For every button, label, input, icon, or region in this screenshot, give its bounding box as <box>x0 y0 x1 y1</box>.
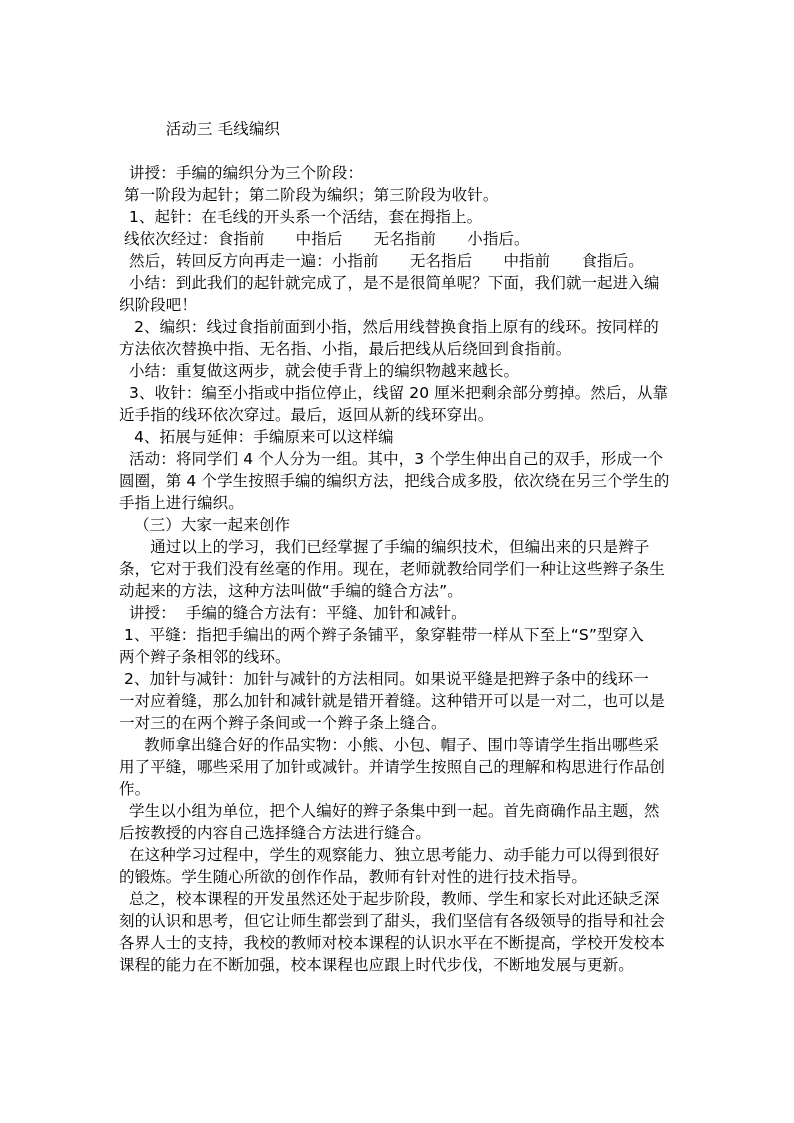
text-line: 方法依次替换中指、无名指、小指，最后把线从后绕回到食指前。 <box>119 340 572 358</box>
text-line: 圆圈，第 4 个学生按照手编的编织方法，把线合成多股，依次绕在另三个学生的 <box>119 472 670 490</box>
text-line: 后按教授的内容自己选择缝合方法进行缝合。 <box>119 824 432 842</box>
text-line: 的锻炼。学生随心所欲的创作作品，教师有针对性的进行技术指导。 <box>119 868 588 886</box>
text-line: 学生以小组为单位，把个人编好的辫子条集中到一起。首先商确作品主题，然 <box>119 802 660 820</box>
text-line: 活动：将同学们 4 个人分为一组。其中，3 个学生伸出自己的双手，形成一个 <box>119 450 664 468</box>
text-line: 总之，校本课程的开发虽然还处于起步阶段，教师、学生和家长对此还缺乏深 <box>119 890 660 908</box>
text-line: 线依次经过：食指前 中指后 无名指前 小指后。 <box>119 230 530 248</box>
text-line: 讲授：手编的编织分为三个阶段： <box>119 164 364 182</box>
text-line: 一对三的在两个辫子条间或一个辫子条上缝合。 <box>119 714 447 732</box>
text-line: 小结：到此我们的起针就完成了，是不是很简单呢？下面，我们就一起进入编 <box>119 274 660 292</box>
section-title: 活动三 毛线编织 <box>119 120 281 138</box>
text-line: 1、平缝：指把手编出的两个辫子条铺平，象穿鞋带一样从下至上“S”型穿入 <box>119 626 644 644</box>
text-line: 一对应着缝，那么加针和减针就是错开着缝。这种错开可以是一对二，也可以是 <box>119 692 666 710</box>
text-line: 课程的能力在不断加强，校本课程也应跟上时代步伐，不断地发展与更新。 <box>119 956 634 974</box>
text-line: 动起来的方法，这种方法叫做“手编的缝合方法”。 <box>119 582 463 600</box>
text-line: 作。 <box>119 780 151 798</box>
text-line: 2、加针与减针：加针与减针的方法相同。如果说平缝是把辫子条中的线环一 <box>119 670 649 688</box>
text-line: 然后，转回反方向再走一遍：小指前 无名指后 中指前 食指后。 <box>119 252 644 270</box>
text-line: 两个辫子条相邻的线环。 <box>119 648 291 666</box>
text-line: 2、编织：线过食指前面到小指，然后用线替换食指上原有的线环。按同样的 <box>119 318 659 336</box>
blank-line <box>119 140 679 162</box>
text-line: 用了平缝，哪些采用了加针或减针。并请学生按照自己的理解和构思进行作品创 <box>119 758 666 776</box>
text-line: 各界人士的支持，我校的教师对校本课程的认识水平在不断提高，学校开发校本 <box>119 934 666 952</box>
text-line: 条，它对于我们没有丝毫的作用。现在，老师就教给同学们一种让这些辫子条生 <box>119 560 666 578</box>
text-line: 小结：重复做这两步，就会使手背上的编织物越来越长。 <box>119 362 520 380</box>
subsection-heading: （三）大家一起来创作 <box>119 516 291 534</box>
text-line: 第一阶段为起针；第二阶段为编织；第三阶段为收针。 <box>119 186 499 204</box>
text-line: 3、收针：编至小指或中指位停止，线留 20 厘米把剩余部分剪掉。然后，从靠 <box>119 384 669 402</box>
text-line: 在这种学习过程中，学生的观察能力、独立思考能力、动手能力可以得到很好 <box>119 846 660 864</box>
text-line: 刻的认识和思考，但它让师生都尝到了甜头，我们坚信有各级领导的指导和社会 <box>119 912 666 930</box>
text-line: 1、起针：在毛线的开头系一个活结，套在拇指上。 <box>119 208 483 226</box>
text-line: 教师拿出缝合好的作品实物：小熊、小包、帽子、围巾等请学生指出哪些采 <box>119 736 659 754</box>
text-line: 4、拓展与延伸：手编原来可以这样编 <box>119 428 394 446</box>
text-line: 近手指的线环依次穿过。最后，返回从新的线环穿出。 <box>119 406 494 424</box>
text-line: 手指上进行编织。 <box>119 494 244 512</box>
text-line: 讲授： 手编的缝合方法有：平缝、加针和减针。 <box>119 604 467 622</box>
text-line: 织阶段吧！ <box>119 296 198 314</box>
text-line: 通过以上的学习，我们已经掌握了手编的编织技术，但编出来的只是辫子 <box>119 538 650 556</box>
